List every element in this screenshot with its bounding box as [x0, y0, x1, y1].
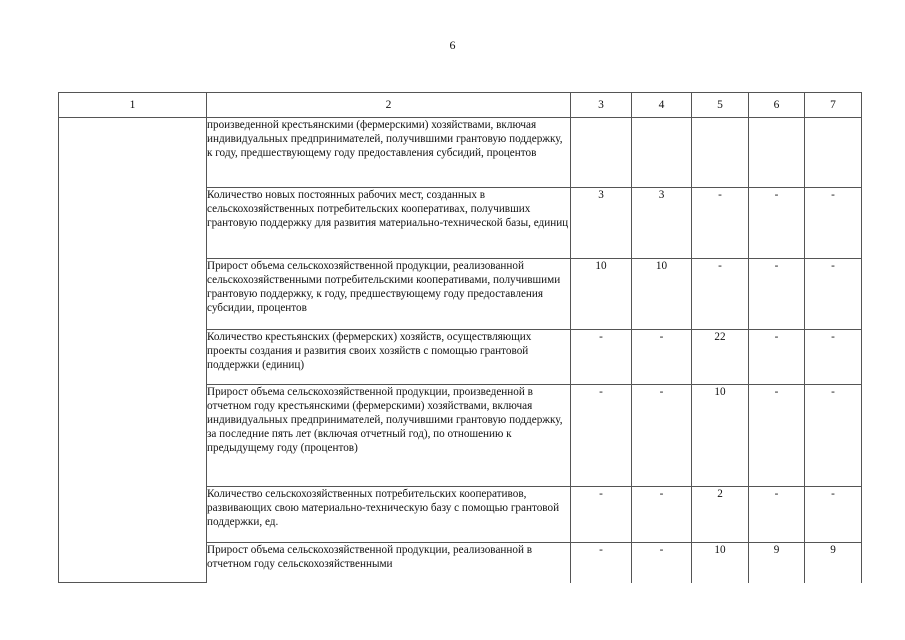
indicator-description: Прирост объема сельскохозяйственной продукции, реализованной сельскохозяйственными потребительскими кооперативами, получившими грантовую поддержку, к году, предшествующему году предоставления субсидии, процентов — [207, 259, 571, 330]
indicator-description: Количество новых постоянных рабочих мест, созданных в сельскохозяйственных потребительских кооперативах, получивших грантовую поддержку для развития материально-технической базы, единиц — [207, 188, 571, 259]
page-number: 6 — [449, 38, 456, 52]
value-col-3: 10 — [571, 259, 632, 330]
header-cell-5: 5 — [692, 93, 749, 118]
indicators-table — [58, 92, 862, 583]
value-col-7 — [805, 118, 862, 188]
value-col-7: - — [805, 259, 862, 330]
value-col-5: 10 — [692, 385, 749, 487]
value-col-6: 9 — [749, 543, 805, 583]
value-col-4: 10 — [632, 259, 692, 330]
value-col-7: - — [805, 487, 862, 543]
value-col-3: - — [571, 487, 632, 543]
header-cell-6: 6 — [749, 93, 805, 118]
value-col-6 — [749, 118, 805, 188]
value-col-7: - — [805, 385, 862, 487]
value-col-4: - — [632, 330, 692, 385]
header-row — [59, 93, 862, 118]
value-col-6: - — [749, 385, 805, 487]
value-col-3: - — [571, 543, 632, 583]
value-col-3: - — [571, 330, 632, 385]
value-col-5: 22 — [692, 330, 749, 385]
value-col-7: - — [805, 188, 862, 259]
indicator-description: Прирост объема сельскохозяйственной продукции, произведенной в отчетном году крестьянскими (фермерскими) хозяйствами, включая индивидуальных предпринимателей, получившими грантовую поддержку, за последние пять лет (включая отчетный год), по отношению к предыдущему году (процентов) — [207, 385, 571, 487]
indicator-description: произведенной крестьянскими (фермерскими) хозяйствами, включая индивидуальных предпринимателей, получившими грантовую поддержку, к году, предшествующему году предоставления субсидий, процентов — [207, 118, 571, 188]
value-col-5: 2 — [692, 487, 749, 543]
value-col-3: - — [571, 385, 632, 487]
value-col-6: - — [749, 487, 805, 543]
value-col-7: - — [805, 330, 862, 385]
value-col-6: - — [749, 188, 805, 259]
header-cell-3: 3 — [571, 93, 632, 118]
value-col-4: - — [632, 543, 692, 583]
header-cell-2: 2 — [207, 93, 571, 118]
value-col-3 — [571, 118, 632, 188]
value-col-5: - — [692, 259, 749, 330]
value-col-5 — [692, 118, 749, 188]
value-col-6: - — [749, 259, 805, 330]
value-col-4: - — [632, 385, 692, 487]
indicator-description: Количество крестьянских (фермерских) хозяйств, осуществляющих проекты создания и развития своих хозяйств с помощью грантовой поддержки (единиц) — [207, 330, 571, 385]
indicator-description: Прирост объема сельскохозяйственной продукции, реализованной в отчетном году сельскохозяйственными — [207, 543, 571, 583]
value-col-7: 9 — [805, 543, 862, 583]
value-col-4 — [632, 118, 692, 188]
indicator-description: Количество сельскохозяйственных потребительских кооперативов, развивающих свою материально-техническую базу с помощью грантовой поддержки, ед. — [207, 487, 571, 543]
header-cell-1: 1 — [59, 93, 207, 118]
value-col-5: 10 — [692, 543, 749, 583]
value-col-4: 3 — [632, 188, 692, 259]
column-1-merged-cell — [59, 118, 207, 583]
value-col-6: - — [749, 330, 805, 385]
value-col-4: - — [632, 487, 692, 543]
value-col-3: 3 — [571, 188, 632, 259]
value-col-5: - — [692, 188, 749, 259]
header-cell-7: 7 — [805, 93, 862, 118]
header-cell-4: 4 — [632, 93, 692, 118]
table-row — [59, 118, 862, 188]
